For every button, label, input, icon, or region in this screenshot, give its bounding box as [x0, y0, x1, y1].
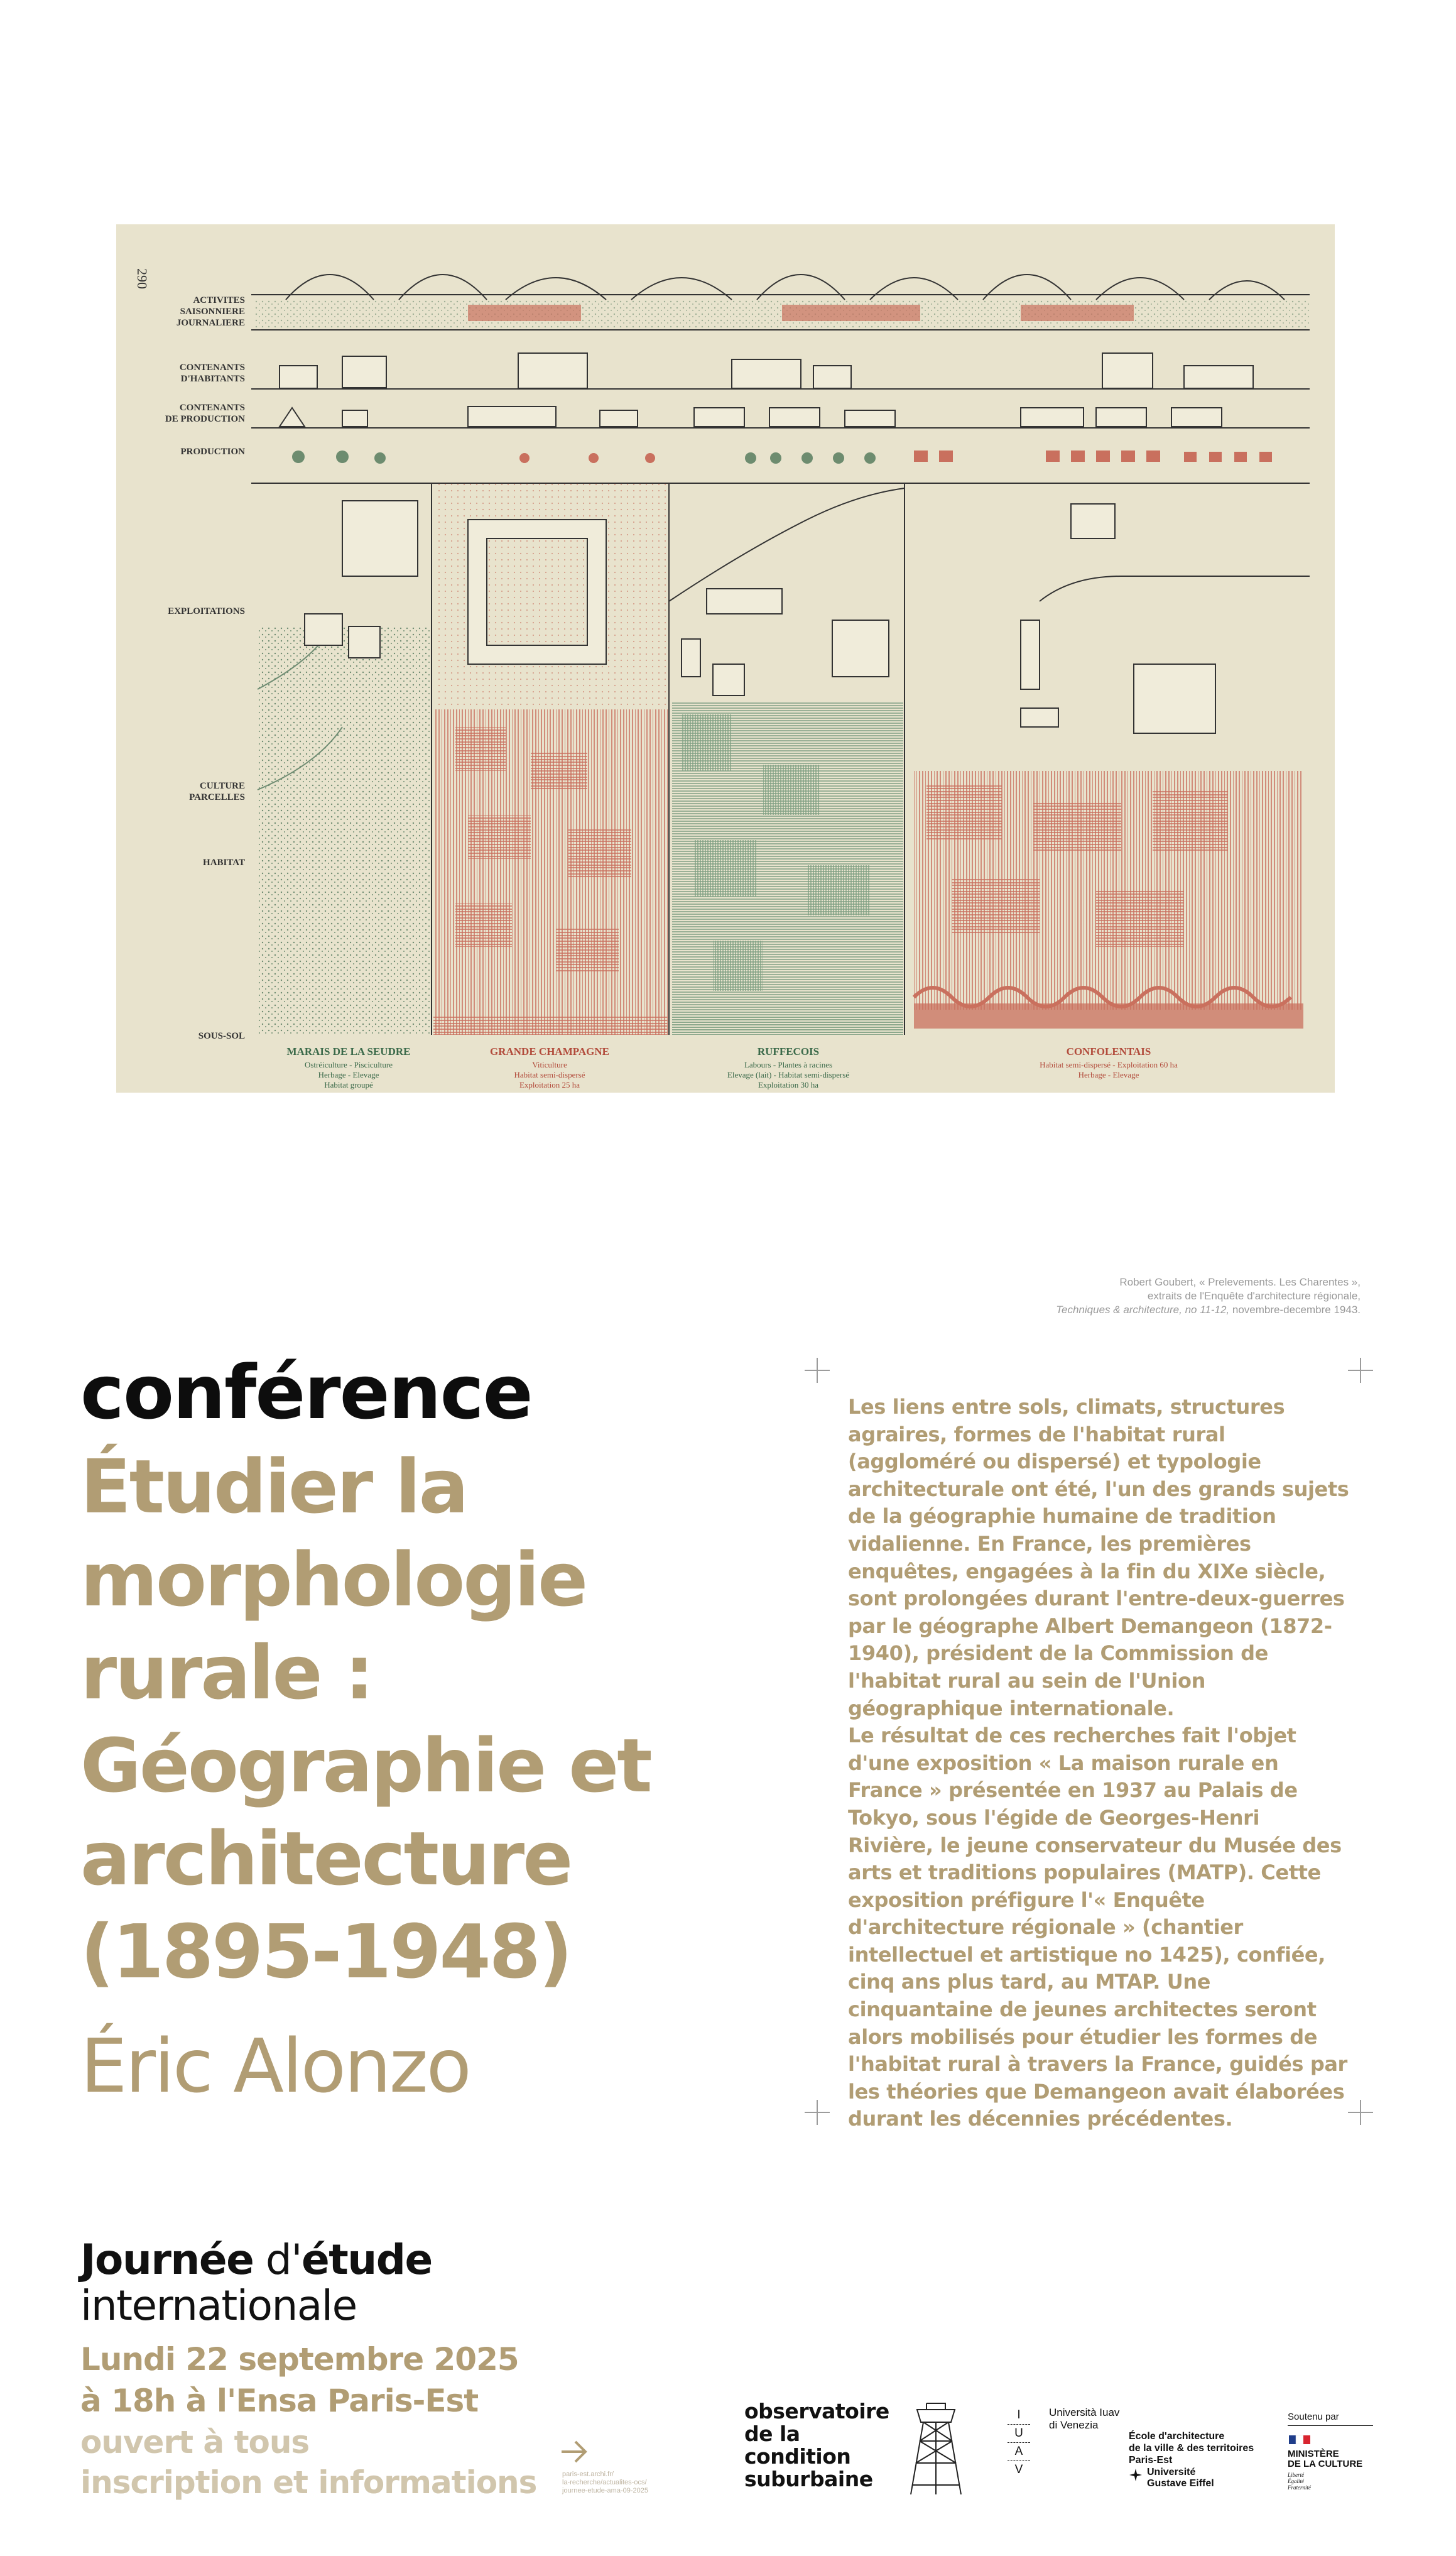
image-caption — [817, 1275, 1361, 1317]
iuav-name-line-2: di Venezia — [1049, 2419, 1099, 2431]
region-3-line1: Labours - Plantes à racines — [744, 1060, 833, 1069]
description-paragraph-1: Les liens entre sols, climats, structures agraires, formes de l'habitat rural (aggloméré ou dispersé) et typologie architecturale ont été, l'un des grands sujets de la géographie humaine de tradition vidalienne. En France, les premières enquêtes, engagées à la fin du XIXe siècle, sont prolongées durant l'entre-deux-guerres par le géographe Albert Demangeon (1872-1940), président de la Commission de l'habitat rural au sein de l'Union géographique internationale. — [848, 1395, 1349, 1720]
url-line-2: la-recherche/actualites-ocs/ — [562, 2479, 647, 2486]
journee-connector: d' — [253, 2236, 302, 2284]
eiffel-star-icon — [1129, 2468, 1143, 2482]
registration-info: inscription et informations — [80, 2464, 537, 2501]
iuav-letter-v: V — [1014, 2463, 1023, 2476]
crop-mark-top-left — [805, 1358, 830, 1383]
marais-fields — [258, 626, 430, 1035]
crop-mark-top-right — [1348, 1358, 1373, 1383]
label-contenants-hab-1: CONTENANTS — [179, 363, 245, 373]
event-time-place: à 18h à l'Ensa Paris-Est — [80, 2383, 479, 2419]
journee-heading — [80, 2237, 432, 2283]
journee-word: Journée — [80, 2236, 254, 2284]
label-journaliere: JOURNALIERE — [176, 318, 245, 328]
ecole-line-1: École d'architecture — [1129, 2431, 1225, 2442]
label-culture: CULTURE — [200, 781, 245, 791]
region-4-name: CONFOLENTAIS — [1066, 1046, 1151, 1057]
region-1-line2: Herbage - Elevage — [318, 1070, 379, 1079]
label-saisonniere: SAISONNIERE — [180, 307, 245, 317]
obs-line-1: observatoire — [744, 2399, 889, 2423]
event-date: Lundi 22 septembre 2025 — [80, 2341, 519, 2378]
ministere-line-1: MINISTÈRE — [1288, 2449, 1339, 2459]
label-contenants-hab-2: D'HABITANTS — [180, 374, 245, 384]
crop-mark-bottom-left — [805, 2100, 830, 2125]
iuav-name — [1049, 2406, 1119, 2432]
iuav-name-line-1: Università Iuav — [1049, 2406, 1120, 2418]
obs-line-2: de la — [744, 2422, 800, 2446]
region-1-line3: Habitat groupé — [324, 1080, 373, 1090]
label-activites: ACTIVITES — [193, 295, 245, 305]
obs-line-3: condition — [744, 2444, 851, 2469]
region-3-line3: Exploitation 30 ha — [758, 1080, 819, 1090]
region-3-name: RUFFECOIS — [757, 1046, 820, 1057]
caption-line-3 — [817, 1303, 1361, 1317]
label-contenants-prod-2: DE PRODUCTION — [165, 414, 245, 424]
ecole-logo-text — [1129, 2430, 1254, 2466]
url-line-1: paris-est.archi.fr/ — [562, 2471, 614, 2478]
region-4-line1: Habitat semi-dispersé - Exploitation 60 ha — [1040, 1060, 1178, 1069]
url-line-3: journee-etude-ama-09-2025 — [562, 2487, 648, 2494]
region-1-name: MARAIS DE LA SEUDRE — [286, 1046, 411, 1057]
eiffel-line-1: Université — [1147, 2467, 1196, 2477]
iuav-letter-i: I — [1008, 2406, 1030, 2425]
soutenu-par-label: Soutenu par — [1288, 2411, 1339, 2422]
region-2-line2: Habitat semi-dispersé — [514, 1070, 585, 1079]
label-sous-sol: SOUS-SOL — [198, 1031, 245, 1041]
label-production: PRODUCTION — [180, 447, 245, 457]
motto-liberte: Liberté — [1288, 2472, 1304, 2478]
obs-line-4: suburbaine — [744, 2467, 873, 2491]
region-2-line3: Exploitation 25 ha — [519, 1080, 580, 1090]
region-4-line2: Herbage - Elevage — [1078, 1070, 1139, 1079]
iuav-logo — [1008, 2406, 1030, 2479]
observation-tower-icon — [898, 2397, 974, 2498]
republic-motto — [1288, 2472, 1311, 2491]
eiffel-line-2: Gustave Eiffel — [1147, 2478, 1214, 2489]
label-parcelles: PARCELLES — [189, 792, 245, 802]
observatoire-logo-text — [744, 2400, 889, 2491]
illustration-plate — [116, 224, 1335, 1093]
motto-egalite: Égalité — [1288, 2478, 1304, 2484]
speaker-name: Éric Alonzo — [80, 2023, 470, 2109]
eiffel-logo-text — [1147, 2467, 1214, 2489]
region-3-line2: Elevage (lait) - Habitat semi-dispersé — [727, 1070, 850, 1079]
open-to-all: ouvert à tous — [80, 2424, 310, 2460]
internationale-word: internationale — [80, 2281, 357, 2330]
page-number: 290 — [134, 268, 150, 289]
region-2-name: GRANDE CHAMPAGNE — [490, 1046, 609, 1057]
label-habitat: HABITAT — [203, 858, 245, 868]
ministere-line-2: DE LA CULTURE — [1288, 2459, 1363, 2469]
region-2-line1: Viticulture — [532, 1060, 567, 1069]
iuav-letter-u: U — [1008, 2425, 1030, 2443]
regional-survey-drawing — [116, 224, 1335, 1093]
caption-date: novembre-decembre 1943. — [1229, 1304, 1361, 1316]
registration-link[interactable] — [562, 2471, 675, 2495]
motto-fraternite: Fraternité — [1288, 2484, 1311, 2491]
event-type-label: conférence — [80, 1349, 532, 1436]
label-exploitations: EXPLOITATIONS — [168, 606, 245, 616]
event-description — [848, 1394, 1350, 2133]
iuav-letter-a: A — [1008, 2443, 1030, 2461]
ecole-line-2: de la ville & des territoires — [1129, 2443, 1254, 2454]
soutenu-divider — [1288, 2425, 1373, 2426]
crop-mark-bottom-right — [1348, 2100, 1373, 2125]
caption-source: Techniques & architecture, no 11-12, — [1056, 1304, 1230, 1316]
ministere-logo-text — [1288, 2449, 1362, 2469]
arrow-right-icon — [560, 2439, 589, 2464]
french-flag-icon — [1289, 2435, 1310, 2444]
caption-line-1: Robert Goubert, « Prelevements. Les Charentes », — [1119, 1276, 1361, 1288]
event-title: Étudier la morphologie rurale : Géographie et architecture (1895-1948) — [80, 1443, 651, 1995]
description-paragraph-2: Le résultat de ces recherches fait l'objet d'une exposition « La maison rurale en France » présentée en 1937 au Palais de Tokyo, sous l'égide de Georges-Henri Rivière, le jeune conservateur du Musée des arts et traditions populaires (MATP). Cette exposition préfigure l'« Enquête d'architecture régionale » (chantier intellectuel et artistique no 1425), confiée, cinq ans plus tard, au MTAP. Une cinquantaine de jeunes architectes seront alors mobilisés pour étudier les formes de l'habitat rural à travers la France, guidés par les théories que Demangeon avait élaborées durant les décennies précédentes. — [848, 1723, 1347, 2131]
caption-line-2: extraits de l'Enquête d'architecture régionale, — [1147, 1290, 1361, 1302]
etude-word: étude — [301, 2236, 432, 2284]
label-contenants-prod-1: CONTENANTS — [179, 403, 245, 413]
region-1-line1: Ostréiculture - Pisciculture — [304, 1060, 393, 1069]
ecole-line-3: Paris-Est — [1129, 2455, 1173, 2466]
